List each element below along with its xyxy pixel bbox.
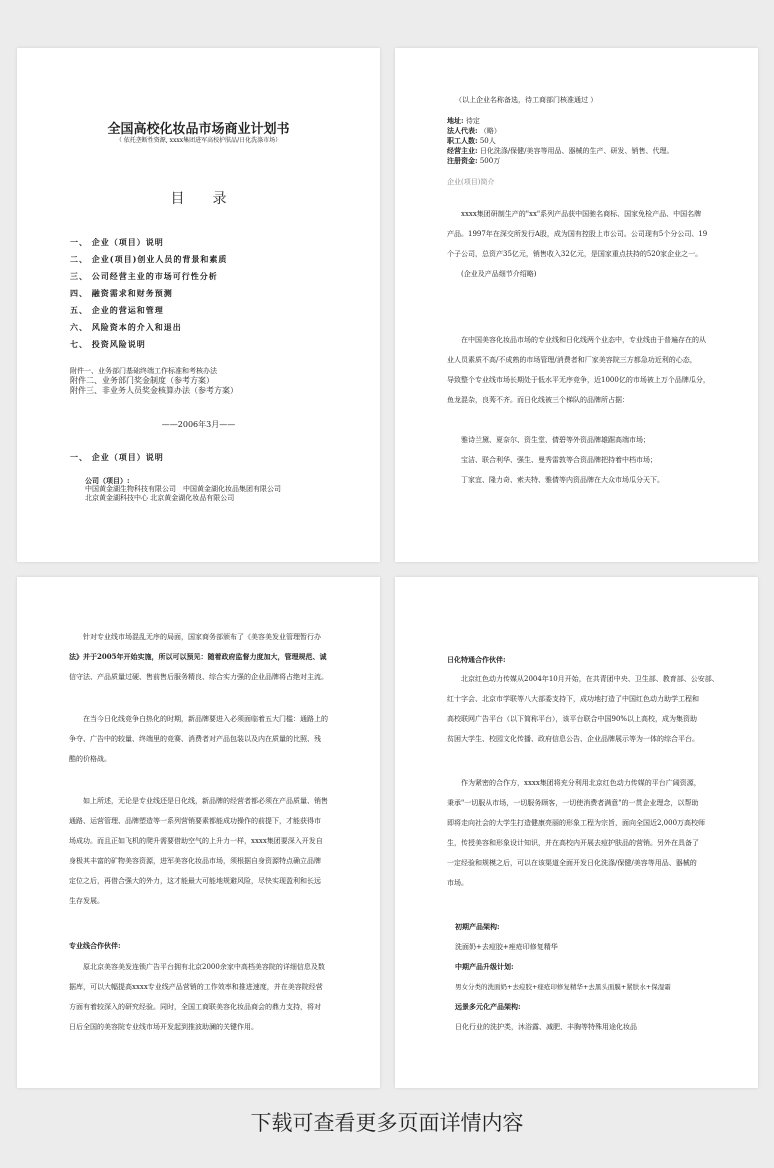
- competition-paragraph: 在当今日化线竞争白热化的时期，新品牌要进入必须面临着五大门槛：通路上的 争夺、广告中的较量、终端里的竞赛、消费者对产品包装以及内在质量的比照、残 酷的价格战。: [69, 715, 328, 763]
- info-row: 职工人数: 50人: [447, 136, 496, 145]
- section-heading: 一、 企业（项目）说明: [70, 452, 164, 462]
- document-page-3: [17, 577, 380, 1088]
- document-page-4: [395, 577, 758, 1088]
- daily-partner-heading: 日化特通合作伙伴:: [447, 655, 506, 664]
- toc-item: 一、 企业（项目）说明: [70, 237, 164, 247]
- doc-title: 全国高校化妆品市场商业计划书: [107, 122, 290, 137]
- toc-item: 六、 风险资本的介入和退出: [70, 322, 182, 332]
- intro-paragraph: xxxx集团研制生产的"xx"系列产品获中国驰名商标、国家免检产品、中国名牌 产品。1997年在深交所发行A股，成为国有控股上市公司。公司现有5个分公司、19 个子公司，总资产35亿元，销售收入32亿元，是国家重点扶持的520家企业之一。 (企业及产品细节介绍略): [447, 210, 708, 278]
- toc-item: 七、 投资风险说明: [70, 339, 146, 349]
- info-row: 法人代表: （略）: [447, 126, 501, 135]
- info-row: 地址: 待定: [447, 116, 480, 125]
- attachment-item: 附件三、非业务人员奖金核算办法（参考方案）: [70, 386, 238, 395]
- attachment-item: 附件二、业务部门奖金制度（参考方案）: [70, 376, 214, 385]
- download-prompt[interactable]: 下载可查看更多页面详情内容: [250, 1111, 524, 1135]
- market-paragraph: 在中国美容化妆品市场的专业线和日化线两个业态中，专业线由于普遍存在的从 业人员素质不高/不成熟的市场管理/消费者和厂家美容院三方都急功近利的心态， 导致整个专业线市场长期处于低水平无序竞争，近1000亿的市场被上万个品牌瓜分， 鱼龙混杂，良莠不齐。而日化线被三个梯队的品牌所占据：: [447, 336, 710, 404]
- toc-item: 三、 公司经营主业的市场可行性分析: [70, 271, 218, 281]
- document-page-2: [395, 48, 758, 562]
- toc-item: 四、 融资需求和财务预测: [70, 288, 173, 298]
- cooperation-paragraph: 作为紧密的合作方，xxxx集团将充分利用北京红色动力传媒的平台广阔资源， 秉承"一切服从市场，一切服务顾客，一切使消费者满意"的一贯企业理念，以帮助 即将走向社会的大学生打造健康亮丽的形象工程为宗旨，面向全国近2,000万高校师 生，传授美容和形象设计知识，并在高校内开展去痘护肤品的营销。另外在具备了 一定经验和规模之后，可以在该渠道全面开发日化洗涤/保健/美容等用品、器械的 市场。: [447, 779, 706, 887]
- media-paragraph: 北京红色动力传媒从2004年10月开始，在共青团中央、卫生部、教育部、公安部、 红十字会、北京市学联等八大部委支持下，成功地打造了中国红色动力助学工程和 高校联网广告平台（以下简称平台），该平台联合中国90%以上高校，成为集资助 贫困大学生、校园文化传播、政府信息公告、企业品牌展示等为一体的综合平台。: [447, 675, 719, 743]
- doc-date: ——2006年3月——: [161, 420, 236, 429]
- document-page-1: [17, 48, 380, 562]
- company-line: 北京黄金湖科技中心 北京黄金湖化妆品有限公司: [85, 494, 235, 502]
- toc-item: 二、 企业(项目)创业人员的背景和素质: [70, 254, 228, 264]
- company-line: 中国黄金湖生物科技有限公司 中国黄金湖化妆品集团有限公司: [85, 485, 281, 493]
- info-row: 注册资金: 500万: [447, 156, 501, 165]
- doc-subtitle: （ 依托垄断性资源, xxxx集团进军高校护肤品/日化洗涤市场）: [115, 137, 282, 144]
- toc-heading: 目 录: [170, 191, 227, 207]
- toc-item: 五、 企业的营运和管理: [70, 305, 164, 315]
- brand-tiers: 雅诗兰黛、夏奈尔、资生堂、倩碧等外资品牌雄踞高端市场； 宝洁、联合利华、强生、曼秀雷敦等合资品牌把持着中档市场； 丁家宜、隆力奇、索夫特、雅倩等内资品牌在大众市场瓜分天下。: [447, 436, 664, 484]
- attachment-list: [70, 366, 238, 396]
- regulation-paragraph: 针对专业线市场混乱无序的局面，国家商务部颁布了《美容美发业管理暂行办 法》并于2005年开始实施，所以可以预见：随着政府监督力度加大，管理规范、诚 信守法、产品质量过硬、售前售后服务精良、综合实力强的企业品牌将占绝对主流。: [69, 633, 328, 681]
- info-row: 经营主业: 日化洗涤/保健/美容等用品、器械的生产、研发、销售、代理。: [447, 146, 674, 155]
- partner-heading: 专业线合作伙伴:: [69, 941, 121, 950]
- company-info: [447, 116, 674, 166]
- name-note: （以上企业名称备选，待工商部门核准通过 ）: [455, 96, 598, 104]
- strategy-paragraph: 如上所述，无论是专业线还是日化线，新品牌的经营者都必须在产品质量、销售 通路、运营管理、品牌塑造等一系列营销要素都能成功操作的前提下，才能获得市 场成功。而且正如飞机的爬升需要借助空气的上升力一样，xxxx集团要深入开发自 身极其丰富的矿物美容资源，进军美容化妆品市场，须根据自身资源特点确立品牌 定位之后，再借合强大的外力，这才能最大可能地规避风险，尽快实现盈利和长远 生存发展。: [69, 797, 328, 905]
- product-plans: 初期产品架构: 洗面奶+去痘胶+痤疮印修复精华 中期产品升级计划: 男女分类的洗面奶+去痘胶+痤疮印修复精华+去黑头面膜+紧肤水+保湿霜 远景多元化产品架构: 日化行业的洗护类，沐浴露、减肥、丰胸等特殊用途化妆品: [455, 922, 671, 1031]
- company-label: 公司（项目）:: [85, 476, 130, 485]
- partner-paragraph: 原北京美容美发连锁广告平台拥有北京2000余家中高档美容院的详细信息及数 据库，可以大幅提高xxxx专业线产品营销的工作效率和推进速度，并在美容院经营 方面有着较深入的研究经验。同时，全国工商联美容化妆品商会的鼎力支持，将对 日后全国的美容院专业线市场开发起到推波助澜的关键作用。: [69, 963, 325, 1031]
- intro-heading: 企业(项目)简介: [447, 178, 495, 186]
- table-of-contents: [70, 234, 227, 353]
- attachment-item: 附件一、业务部门基础终端工作标准和考核办法: [70, 367, 217, 375]
